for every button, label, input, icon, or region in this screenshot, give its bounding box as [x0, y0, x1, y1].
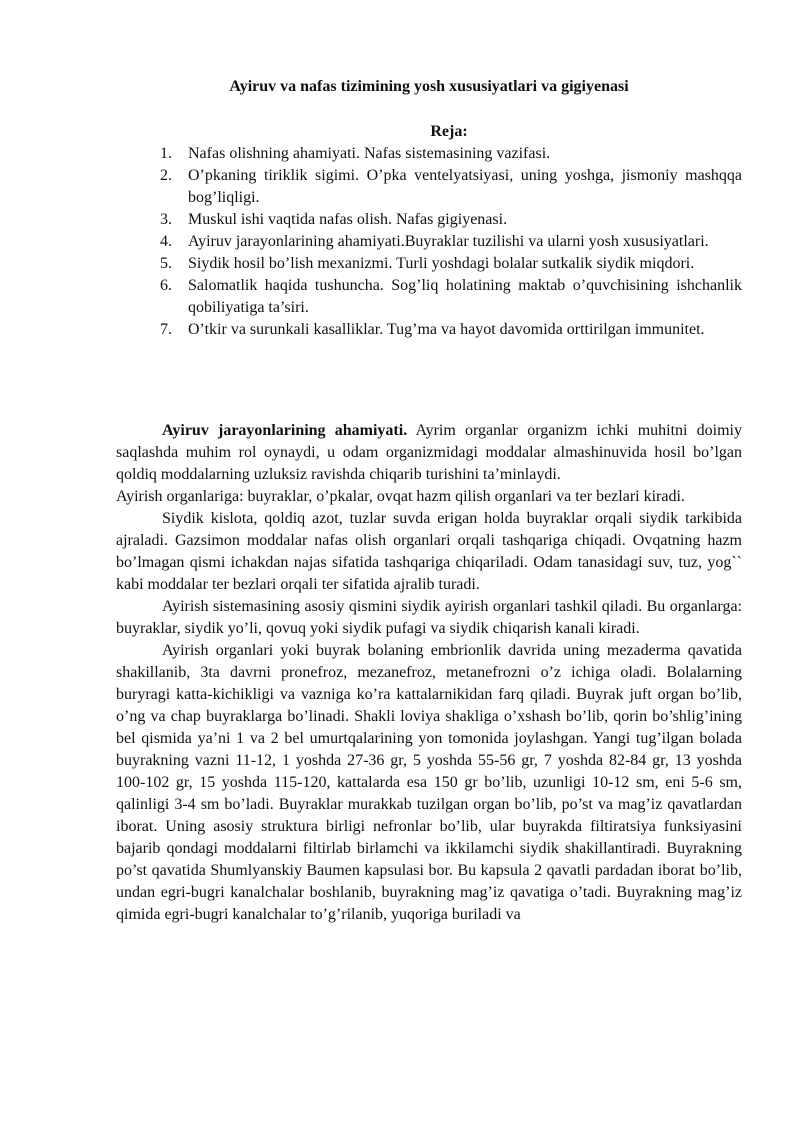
- paragraph-ayirish-sistemasi: Ayirish sistemasining asosiy qismini siydik ayirish organlari tashkil qiladi. Bu organlarga: buyraklar, siydik yo’li, qovuq yoki siydik pufagi va siydik chiqarish kanali kiradi.: [116, 598, 742, 637]
- plan-heading: Reja:: [430, 123, 468, 140]
- paragraph-ayirish-organlari: Ayirish organlariga: buyraklar, o’pkalar, ovqat hazm qilish organlari va ter bezlari kiradi.: [116, 488, 685, 505]
- paragraph-ayiruv-ahamiyati: [116, 420, 742, 486]
- plan-item-text: Salomatlik haqida tushuncha. Sog’liq holatining maktab o’quvchisining ishchanlik qobiliyatiga ta’siri.: [188, 277, 742, 316]
- plan-item-text: Muskul ishi vaqtida nafas olish. Nafas gigiyenasi.: [188, 211, 508, 228]
- plan-item: [160, 275, 742, 319]
- plan-item: [160, 165, 742, 209]
- plan-item-text: Nafas olishning ahamiyati. Nafas sistemasining vazifasi.: [188, 145, 551, 162]
- plan-item: [160, 253, 742, 275]
- plan-item-number: 6.: [160, 277, 172, 294]
- plan-item-number: 5.: [160, 255, 172, 272]
- paragraph-siydik-kislota: Siydik kislota, qoldiq azot, tuzlar suvda erigan holda buyraklar orqali siydik tarkibida ajraladi. Gazsimon moddalar nafas olish organlari orqali tashqariga chiqadi. Ovqatning hazm bo’lmagan qismi ichakdan najas sifatida tashqariga chiqariladi. Odam tanasidagi suv, tuz, yog`` kabi moddalar ter bezlari orqali ter sifatida ajralib turadi.: [116, 510, 742, 593]
- plan-item: [160, 143, 742, 165]
- plan-item-text: Ayiruv jarayonlarining ahamiyati.Buyraklar tuzilishi va ularni yosh xususiyatlari.: [188, 233, 709, 250]
- body-text: [116, 420, 742, 926]
- plan-item-text: O’pkaning tiriklik sigimi. O’pka ventelyatsiyasi, uning yoshga, jismoniy mashqqa bog’liqligi.: [188, 167, 742, 206]
- paragraph-lead-heading: Ayiruv jarayonlarining ahamiyati.: [162, 422, 408, 439]
- plan-item-number: 2.: [160, 167, 172, 184]
- plan-item: [160, 319, 742, 341]
- plan-item-number: 1.: [160, 145, 172, 162]
- plan-item-number: 4.: [160, 233, 172, 250]
- document-title: Ayiruv va nafas tizimining yosh xususiyatlari va gigiyenasi: [229, 78, 629, 95]
- plan-list: [160, 143, 742, 341]
- plan-item-number: 7.: [160, 321, 172, 338]
- plan-item: [160, 231, 742, 253]
- paragraph-buyrak-tuzilishi: Ayirish organlari yoki buyrak bolaning embrionlik davrida uning mezaderma qavatida shakillanib, 3ta davrni pronefroz, mezanefroz, metanefrozni o’z ichiga oladi. Bolalarning buryragi katta-kichikligi va vazniga ko’ra kattalarnikidan farq qiladi. Buyrak juft organ bo’lib, o’ng va chap buyraklarga bo’linadi. Shakli loviya shakliga o’xshash bo’lib, qorin bo’shlig’ining bel qismida ya’ni 1 va 2 bel umurtqalarining yon tomonida joylashgan. Yangi tug’ilgan bolada buyrakning vazni 11-12, 1 yoshda 27-36 gr, 5 yoshda 55-56 gr, 7 yoshda 82-84 gr, 13 yoshda 100-102 gr, 15 yoshda 115-120, kattalarda esa 150 gr bo’lib, uzunligi 10-12 sm, eni 5-6 sm, qalinligi 3-4 sm bo’ladi. Buyraklar murakkab tuzilgan organ bo’lib, po’st va mag’iz qavatlardan iborat. Uning asosiy struktura birligi nefronlar bo’lib, ular buyrakda filtiratsiya funksiyasini bajarib qondagi moddalarni filtirlab birlamchi va ikkilamchi siydik shakillantiradi. Buyrakning po’st qavatida Shumlyanskiy Baumen kapsulasi bor. Bu kapsula 2 qavatli pardadan iborat bo’lib, undan egri-bugri kanalchalar boshlanib, buyrakning mag’iz qavatiga o’tadi. Buyrakning mag’iz qimida egri-bugri kanalchalar to’g’rilanib, yuqoriga buriladi va: [116, 642, 742, 923]
- plan-item-number: 3.: [160, 211, 172, 228]
- plan-item-text: Siydik hosil bo’lish mexanizmi. Turli yoshdagi bolalar sutkalik siydik miqdori.: [188, 255, 695, 272]
- plan-item-text: O’tkir va surunkali kasalliklar. Tug’ma va hayot davomida orttirilgan immunitet.: [188, 321, 705, 338]
- plan-item: [160, 209, 742, 231]
- paragraph-text: Ayrim organlar organizm ichki muhitni doimiy saqlashda muhim rol oynaydi, u odam organizmidagi moddalar almashinuvida hosil bo’lgan qoldiq moddalarning uzluksiz ravishda chiqarib turishini ta’minlaydi.: [116, 422, 742, 483]
